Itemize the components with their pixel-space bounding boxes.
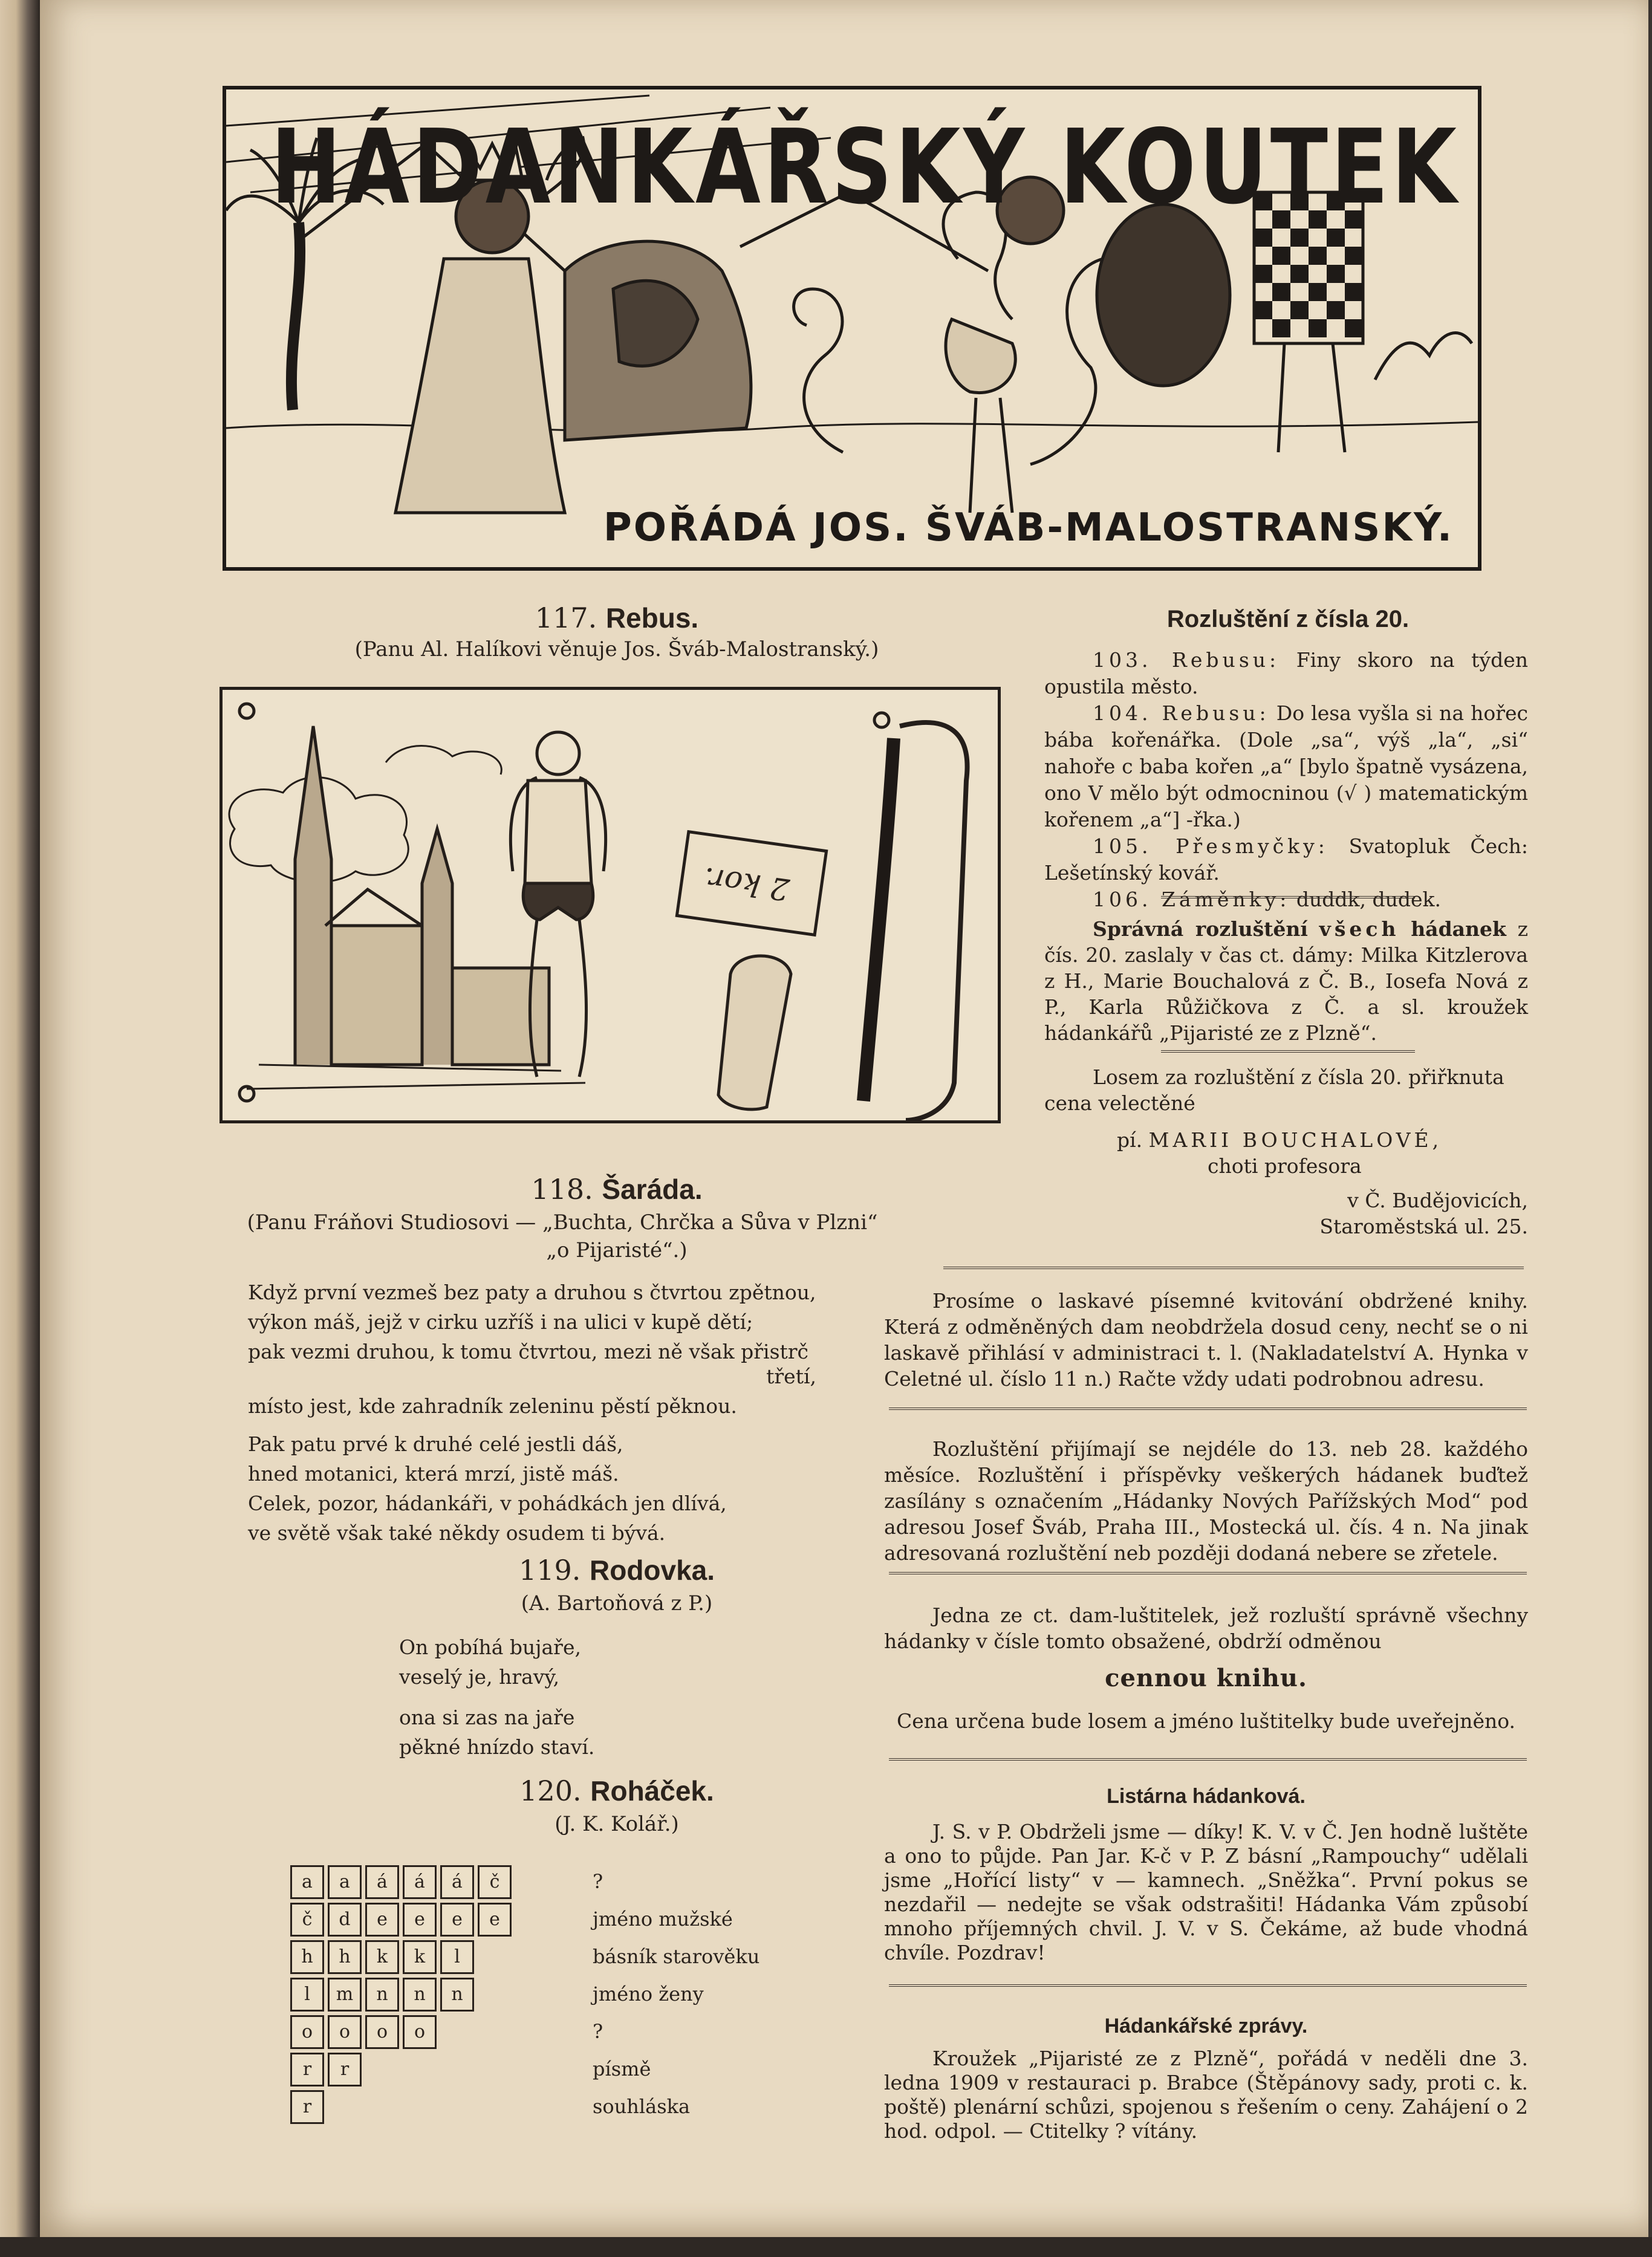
- correct-spaced: všech: [1319, 917, 1400, 941]
- rohacek-grid: [290, 1865, 605, 2137]
- rohacek-clues: [593, 1865, 859, 2137]
- rohacek-cell: e: [403, 1903, 437, 1937]
- rohacek-cell: o: [365, 2015, 399, 2049]
- rohacek-cell: o: [403, 2015, 437, 2049]
- rohacek-clue: písmě: [593, 2057, 651, 2080]
- sarada-line: Celek, pozor, hádankáři, v pohádkách jen dlívá,: [248, 1492, 727, 1515]
- lot-name-prefix: pí.: [1117, 1128, 1143, 1152]
- rohacek-cell: l: [440, 1940, 474, 1974]
- bottom-edge: [0, 2237, 1652, 2257]
- sarada-line: hned motanici, která mrzí, jistě máš.: [248, 1462, 619, 1486]
- rodovka-119-number: 119.: [518, 1554, 581, 1586]
- solution-104-label: 104. Rebusu:: [1093, 701, 1270, 725]
- rebus-117-number: 117.: [535, 602, 597, 634]
- rohacek-clue: jméno ženy: [593, 1983, 704, 2005]
- rebus-117-title: Rebus.: [605, 602, 699, 634]
- solutions-list: [1044, 647, 1528, 913]
- sarada-line: Pak patu prvé k druhé celé jestli dáš,: [248, 1432, 623, 1456]
- rohacek-120-number: 120.: [519, 1775, 582, 1807]
- rohacek-cell: d: [328, 1903, 362, 1937]
- lot-name: MARII BOUCHALOVÉ,: [1148, 1128, 1443, 1152]
- correct-solvers: [1044, 916, 1528, 1046]
- rodovka-119-heading: [290, 1554, 943, 1586]
- sarada-line: pak vezmi druhou, k tomu čtvrtou, mezi ně však přistrč: [248, 1340, 809, 1363]
- rohacek-120-author: (J. K. Kolář.): [554, 1812, 679, 1836]
- sarada-118-number: 118.: [531, 1173, 593, 1206]
- sarada-118-dedication-2: „o Pijaristé“.): [546, 1238, 688, 1262]
- sarada-line: ve světě však také někdy osudem ti bývá.: [248, 1521, 666, 1545]
- rohacek-cell: r: [290, 2053, 324, 2087]
- rohacek-cell: r: [328, 2053, 362, 2087]
- rodovka-line: pěkné hnízdo staví.: [399, 1735, 595, 1759]
- rohacek-cell: r: [290, 2090, 324, 2124]
- listarna-text: J. S. v P. Obdrželi jsme — díky! K. V. v Č. Jen hodně luštěte a ono to půjde. Pan Jar. K-č v P. Z básní „Rampouchy“ udělali jsme „Hořící listy“ v — kamnech. „Sněžka“. První pokus se nezdařil — nedejte se však odstrašiti! Hádanka Vám způsobí mnoho příjemných chvil. J. V. v S. Čekáme, až bude vhodná chvíle. Pozdrav!: [884, 1820, 1528, 1964]
- rohacek-cell: h: [290, 1940, 324, 1974]
- book-binding: [0, 0, 40, 2257]
- sarada-118-dedication-1: (Panu Fráňovi Studiosovi — „Buchta, Chrčka a Sůva v Plzni“: [247, 1210, 878, 1235]
- lot-line-3: choti profesora: [1208, 1154, 1362, 1178]
- rodovka-119-title: Rodovka.: [590, 1554, 715, 1586]
- divider: [1161, 896, 1415, 898]
- rohacek-clue: jméno mužské: [593, 1908, 733, 1931]
- rohacek-clue: souhláska: [593, 2095, 691, 2118]
- lot-line-4: v Č. Budějovicích,: [1347, 1189, 1528, 1212]
- notice-receipt: Prosíme o laskavé písemné kvitování obdržené knihy. Která z odměněných dam neobdržela dosud ceny, nechť se o ni laskavě přihlásí v administraci t. l. (Nakladatelství A. Hynka v Celetné ul. číslo 11 n.) Račte vždy udati podrobnou adresu.: [884, 1289, 1528, 1391]
- sarada-118-heading: [290, 1173, 943, 1206]
- banner-subtitle: POŘÁDÁ JOS. ŠVÁB-MALOSTRANSKÝ.: [603, 505, 1454, 550]
- rohacek-cell: l: [290, 1978, 324, 2012]
- rohacek-cell: á: [440, 1865, 474, 1899]
- rohacek-cell: e: [478, 1903, 512, 1937]
- rohacek-120-title: Roháček.: [590, 1775, 714, 1807]
- sarada-line: výkon máš, jejž v cirku uzříš i na ulici v kupě dětí;: [248, 1310, 753, 1334]
- rodovka-119-author: (A. Bartoňová z P.): [521, 1591, 713, 1616]
- solution-105-label: 105. Přesmyčky:: [1093, 834, 1328, 858]
- zpravy-title: Hádankářské zprávy.: [1104, 2015, 1308, 2038]
- listarna-title: Listárna hádanková.: [1107, 1785, 1306, 1808]
- banner-title: HÁDANKÁŘSKÝ KOUTEK: [270, 108, 1460, 227]
- lot-line-5: Staroměstská ul. 25.: [1319, 1215, 1528, 1238]
- sarada-line: Když první vezmeš bez paty a druhou s čtvrtou zpětnou,: [248, 1281, 816, 1304]
- rohacek-cell: č: [478, 1865, 512, 1899]
- correct-text: z čís. 20. zaslaly v čas ct. dámy: Milka Kitzlerova z H., Marie Bouchalová z Č. B., Iosefa Nová z P., Karla Růžičkova z Č. a sl. kroužek hádankářů „Pijaristé ze z Plzně“.: [1044, 917, 1528, 1045]
- sarada-118-text: [248, 1278, 865, 1548]
- lot-line-1: Losem za rozluštění z čísla 20. přiřknuta cena velectěné: [1044, 1065, 1504, 1115]
- rebus-117-heading: [290, 602, 943, 634]
- solution-103-label: 103. Rebusu:: [1093, 648, 1280, 672]
- rebus-sign-text: 2 kor.: [701, 860, 792, 908]
- divider: [943, 1267, 1524, 1269]
- rodovka-line: On pobíhá bujaře,: [399, 1635, 581, 1659]
- sarada-line: místo jest, kde zahradník zeleninu pěstí pěknou.: [248, 1394, 737, 1418]
- rohacek-clue: ?: [593, 1870, 603, 1893]
- header-banner: [223, 86, 1481, 571]
- rohacek-120-heading: [290, 1775, 943, 1807]
- solutions-title: Rozluštění z čísla 20.: [1166, 606, 1410, 632]
- sarada-118-title: Šaráda.: [602, 1174, 703, 1205]
- sarada-line: třetí,: [766, 1365, 816, 1388]
- rodovka-119-text: [399, 1632, 762, 1762]
- rebus-illustration: [223, 690, 998, 1120]
- solution-106-text: duddk, dudek.: [1296, 888, 1442, 911]
- rohacek-clue: ?: [593, 2020, 603, 2043]
- solution-105-text: Svatopluk Čech: Lešetínský kovář.: [1044, 834, 1528, 885]
- correct-bold: hádanek: [1411, 917, 1506, 941]
- rohacek-cell: e: [365, 1903, 399, 1937]
- divider: [1161, 1050, 1415, 1053]
- prize-text: Jedna ze ct. dam-luštitelek, jež rozluští správně všechny hádanky v čísle tomto obsažené, obdrží odměnou: [884, 1603, 1528, 1653]
- rebus-117-dedication: (Panu Al. Halíkovi věnuje Jos. Šváb-Malostranský.): [354, 637, 879, 661]
- rohacek-cell: á: [365, 1865, 399, 1899]
- solution-106-label: 106. Záměnky:: [1093, 888, 1290, 911]
- divider: [889, 1572, 1527, 1574]
- solution-103-text: Finy skoro na týden opustila město.: [1044, 648, 1528, 698]
- lot-winner: [1044, 1064, 1528, 1239]
- notice-deadline: Rozluštění přijímají se nejdéle do 13. neb 28. každého měsíce. Rozluštění i příspěvky veškerých hádanek buďtež zasílány s označením „Hádanky Nových Pařížských Mod“ pod adresou Josef Šváb, Praha III., Mostecká ul. čís. 4 n. Na jinak adresovaná rozluštění neb později dodaná nebere se zřetele.: [884, 1437, 1528, 1565]
- rodovka-line: ona si zas na jaře: [399, 1706, 575, 1729]
- rohacek-cell: o: [290, 2015, 324, 2049]
- rohacek-cell: k: [403, 1940, 437, 1974]
- rohacek-cell: n: [403, 1978, 437, 2012]
- zpravy-text: Kroužek „Pijaristé ze z Plzně“, pořádá v neděli dne 3. ledna 1909 v restauraci p. Brabce (Štěpánovy sady, proti c. k. poště) plenární schůzi, spojenou s řešením o ceny. Zahájení o 2 hod. odpol. — Ctitelky ? vítány.: [884, 2047, 1528, 2143]
- rohacek-cell: k: [365, 1940, 399, 1974]
- rohacek-cell: a: [290, 1865, 324, 1899]
- divider: [889, 1984, 1527, 1987]
- solution-104-text: Do lesa vyšla si na hořec bába kořenářka. (Dole „sa“, výš „la“, „si“ nahoře c baba kořen „a“ [bylo špatně vysázena, ono V mělo být odmocninou (√ ) matematickým kořenem „a“] -řka.): [1044, 701, 1528, 831]
- rodovka-line: veselý je, hravý,: [399, 1665, 560, 1689]
- prize-book: cennou knihu.: [1105, 1664, 1307, 1692]
- rohacek-cell: n: [365, 1978, 399, 2012]
- rohacek-cell: e: [440, 1903, 474, 1937]
- rohacek-cell: á: [403, 1865, 437, 1899]
- rebus-picture: [220, 687, 1001, 1123]
- divider: [889, 1758, 1527, 1761]
- rohacek-clue: básník starověku: [593, 1945, 760, 1968]
- rohacek-cell: n: [440, 1978, 474, 2012]
- rohacek-cell: o: [328, 2015, 362, 2049]
- rohacek-cell: č: [290, 1903, 324, 1937]
- rohacek-cell: h: [328, 1940, 362, 1974]
- prize-note: Cena určena bude losem a jméno luštitelky bude uveřejněno.: [897, 1709, 1515, 1733]
- divider: [889, 1408, 1527, 1410]
- correct-lead: Správná rozluštění: [1093, 917, 1308, 941]
- rohacek-cell: m: [328, 1978, 362, 2012]
- rohacek-cell: a: [328, 1865, 362, 1899]
